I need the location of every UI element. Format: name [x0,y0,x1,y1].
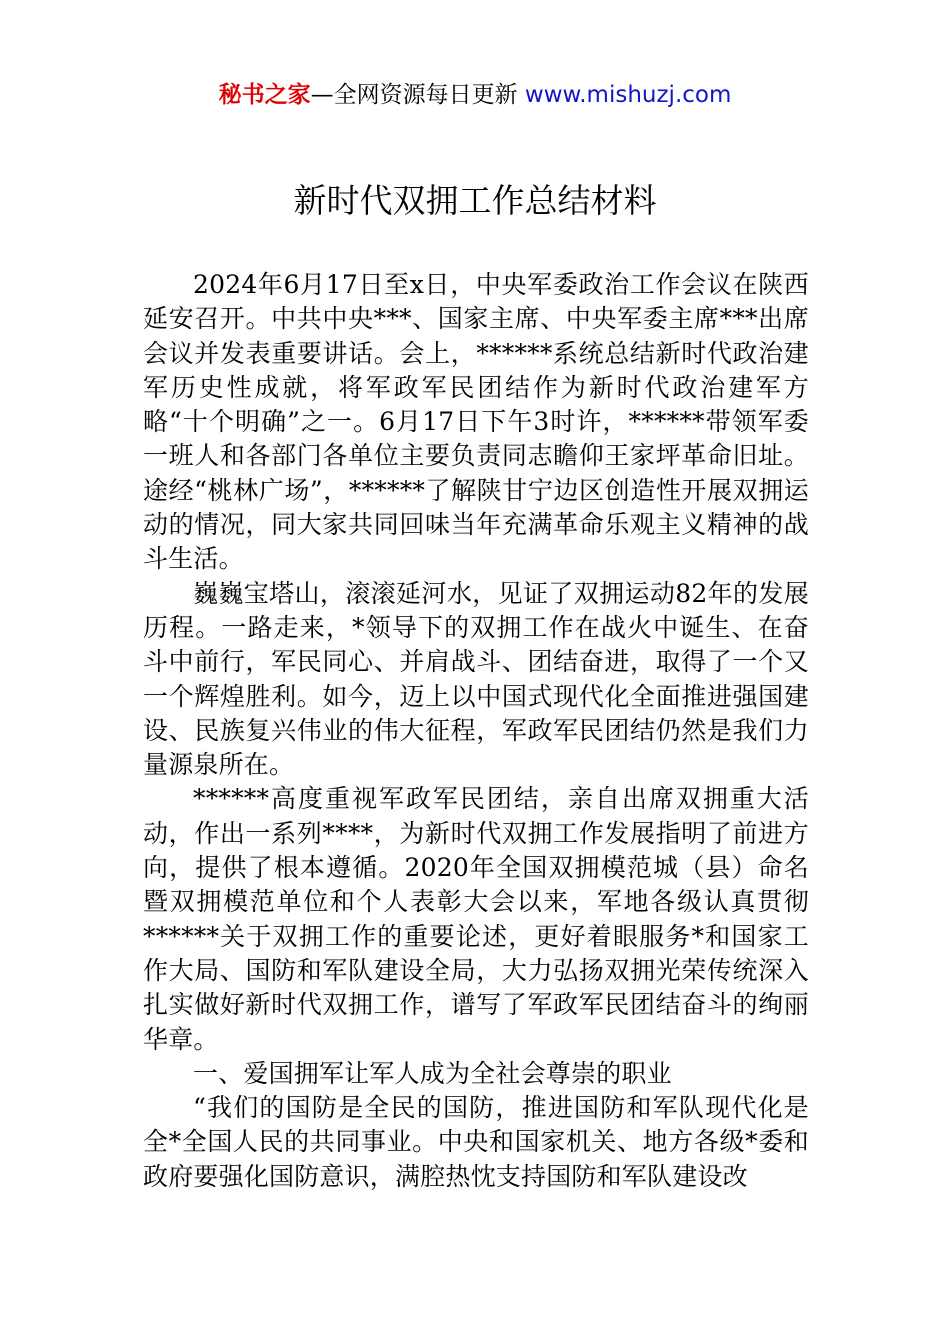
site-brand: 秘书之家 [218,82,311,108]
document-title: 新时代双拥工作总结材料 [293,181,657,220]
site-url-link[interactable]: www.mishuzj.com [524,82,732,108]
paragraph-history: 巍巍宝塔山，滚滚延河水，见证了双拥运动82年的发展历程。一路走来，*领导下的双拥工作在战火中诞生、在奋斗中前行，军民同心、并肩战斗、团结奋进，取得了一个又一个辉煌胜利。如今，迈上以中国式现代化全面推进强国建设、民族复兴伟业的伟大征程，军政军民团结仍然是我们力量源泉所在。 [143,578,809,780]
paragraph-quote: “我们的国防是全民的国防，推进国防和军队现代化是全*全国人民的共同事业。中央和国家机关、地方各级*委和政府要强化国防意识，满腔热忱支持国防和军队建设改 [143,1093,809,1191]
site-tagline: —全网资源每日更新 [310,82,525,108]
paragraph-importance: ******高度重视军政军民团结，亲自出席双拥重大活动，作出一系列****，为新时代双拥工作发展指明了前进方向，提供了根本遵循。2020年全国双拥模范城（县）命名暨双拥模范单位和个人表彰大会以来，军地各级认真贯彻******关于双拥工作的重要论述，更好着眼服务*和国家工作大局、国防和军队建设全局，大力弘扬双拥光荣传统深入扎实做好新时代双拥工作，谱写了军政军民团结奋斗的绚丽华章。 [143,784,809,1054]
document-body [143,268,809,1194]
site-header [0,78,950,112]
section-heading-1: 一、爱国拥军让军人成为全社会尊崇的职业 [193,1058,672,1088]
paragraph-intro: 2024年6月17日至x日，中央军委政治工作会议在陕西延安召开。中共中央***、国家主席、中央军委主席***出席会议并发表重要讲话。会上，******系统总结新时代政治建军历史性成就，将军政军民团结作为新时代政治建军方略“十个明确”之一。6月17日下午3时许，******带领军委一班人和各部门各单位主要负责同志瞻仰王家坪革命旧址。途经“桃林广场”，******了解陕甘宁边区创造性开展双拥运动的情况，同大家共同回味当年充满革命乐观主义精神的战斗生活。 [143,270,809,574]
